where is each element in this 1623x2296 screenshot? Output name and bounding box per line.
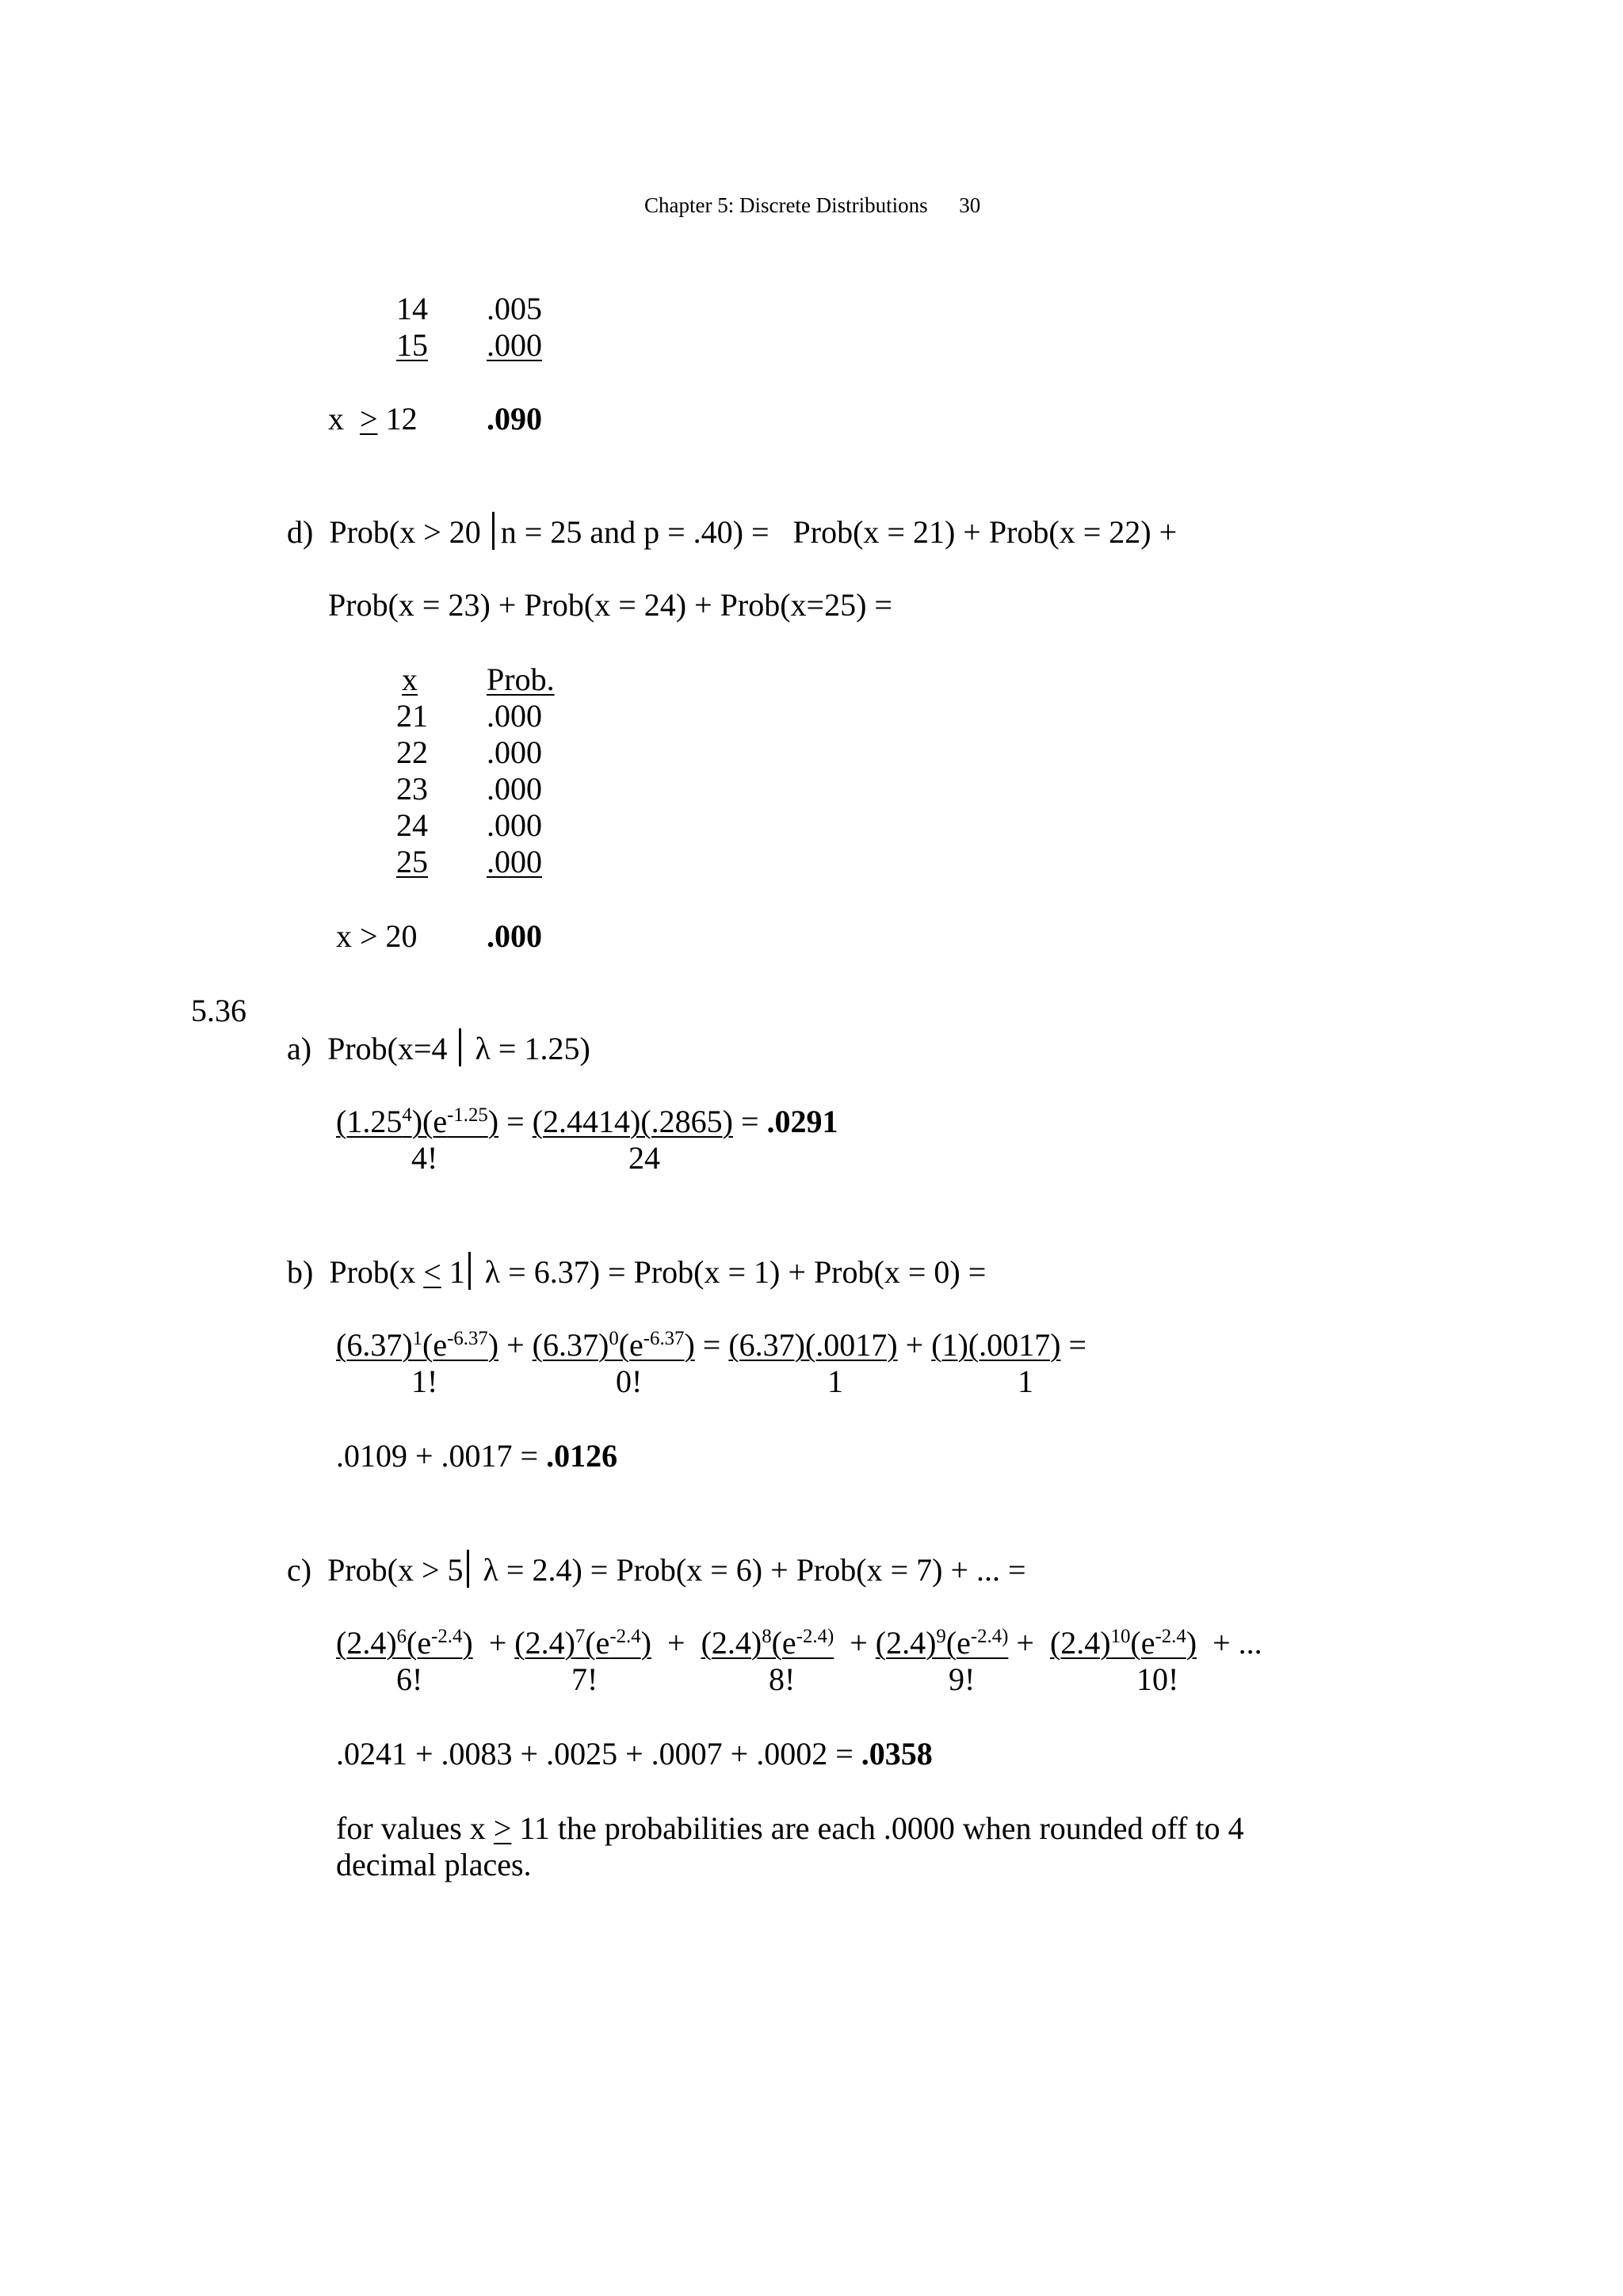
term: $(2.4)^7(e^{-2.4})$ bbox=[514, 1625, 651, 1661]
part-c-sum: .0241 + .0083 + .0025 + .0007 + .0002 = .0358 bbox=[336, 1736, 933, 1772]
table-cell-prob: .000 bbox=[487, 327, 542, 363]
given-bar bbox=[468, 1252, 471, 1290]
part-c-fraction-numerators: $(2.4)^6(e^{-2.4}) + (2.4)^7(e^{-2.4}) + (2.4)^8(e^{-2.4)} + (2.4)^9(e^{-2.4)} + (2.4)^{10}(e^{-2.4})$ + ... bbox=[336, 1625, 1262, 1661]
given-bar bbox=[492, 512, 495, 550]
table-header-prob: Prob. bbox=[487, 662, 555, 697]
table-total-value: .090 bbox=[487, 401, 542, 437]
term: $(2.4)^6(e^{-2.4})$ bbox=[336, 1625, 473, 1661]
page-number: 30 bbox=[959, 193, 981, 217]
result-value: .0291 bbox=[766, 1104, 838, 1139]
table-cell-prob: .005 bbox=[487, 291, 542, 326]
denominator: 24 bbox=[628, 1140, 660, 1176]
table-cell-prob: .000 bbox=[487, 771, 542, 807]
part-b-statement: b) Prob(x < 1 λ = 6.37) = Prob(x = 1) + Prob(x = 0) = bbox=[287, 1252, 986, 1291]
part-b-sum: .0109 + .0017 = .0126 bbox=[336, 1438, 618, 1474]
problem-number: 5.36 bbox=[191, 993, 246, 1028]
table-cell-x: 15 bbox=[396, 327, 428, 363]
table-cell-prob: .000 bbox=[487, 734, 542, 770]
result-value: .0358 bbox=[861, 1736, 933, 1772]
chapter-title: Chapter 5: Discrete Distributions bbox=[644, 193, 928, 217]
part-label: b) bbox=[287, 1254, 314, 1290]
given-bar bbox=[459, 1028, 461, 1066]
table-cell-prob: .000 bbox=[487, 807, 542, 843]
table-cell-x: 14 bbox=[396, 291, 428, 326]
denominator: 1 bbox=[827, 1363, 843, 1399]
denominator: 1 bbox=[1018, 1363, 1033, 1399]
table-cell-x: 25 bbox=[396, 844, 428, 879]
term: $(2.4)^9(e^{-2.4)}$ bbox=[875, 1625, 1009, 1661]
term: $(2.4)^8(e^{-2.4)}$ bbox=[701, 1625, 834, 1661]
denominator: 8! bbox=[769, 1661, 796, 1697]
table-cell-prob: .000 bbox=[487, 698, 542, 734]
table-total-value: .000 bbox=[487, 918, 542, 954]
denominator: 10! bbox=[1136, 1661, 1179, 1697]
given-bar bbox=[467, 1550, 469, 1588]
part-label: d) bbox=[287, 514, 314, 550]
table-total-label: x > 20 bbox=[336, 918, 418, 954]
table-total-label: x > 12 bbox=[328, 401, 418, 437]
table-cell-x: 24 bbox=[396, 807, 428, 843]
part-a-statement: a) Prob(x=4 λ = 1.25) bbox=[287, 1028, 590, 1068]
denominator: 7! bbox=[571, 1661, 598, 1697]
denominator: 6! bbox=[396, 1661, 423, 1697]
denominator: 4! bbox=[411, 1140, 438, 1176]
part-c-note-line2: decimal places. bbox=[336, 1847, 532, 1882]
denominator: 0! bbox=[616, 1363, 643, 1399]
part-b-fraction-numerators: $(6.37)^1(e^{-6.37}) + (6.37)^0(e^{-6.37}) = (6.37)(.0017) + (1)(.0017)$ = bbox=[336, 1327, 1087, 1363]
table-cell-x: 22 bbox=[396, 734, 428, 770]
running-header bbox=[644, 193, 980, 218]
table-cell-x: 21 bbox=[396, 698, 428, 734]
part-d-statement-line1: d) Prob(x > 20 n = 25 and p = .40) = Prob(x = 21) + Prob(x = 22) + bbox=[287, 512, 1177, 551]
table-cell-prob: .000 bbox=[487, 844, 542, 879]
table-header-x: x bbox=[402, 662, 418, 697]
part-c-note-line1: for values x > 11 the probabilities are each .0000 when rounded off to 4 bbox=[336, 1810, 1244, 1846]
table-cell-x: 23 bbox=[396, 771, 428, 807]
part-c-statement: c) Prob(x > 5 λ = 2.4) = Prob(x = 6) + Prob(x = 7) + ... = bbox=[287, 1550, 1026, 1589]
result-value: .0126 bbox=[546, 1438, 618, 1474]
part-label: a) bbox=[287, 1031, 312, 1066]
part-label: c) bbox=[287, 1552, 312, 1588]
denominator: 1! bbox=[411, 1363, 438, 1399]
denominator: 9! bbox=[949, 1661, 976, 1697]
part-d-statement-line2: Prob(x = 23) + Prob(x = 24) + Prob(x=25) = bbox=[328, 587, 892, 623]
term: $(2.4)^{10}(e^{-2.4})$ bbox=[1049, 1625, 1197, 1661]
part-a-fraction-numerators: $(1.25^4)(e^{-1.25}) = (2.4414)(.2865) = .0291$ bbox=[336, 1104, 838, 1139]
